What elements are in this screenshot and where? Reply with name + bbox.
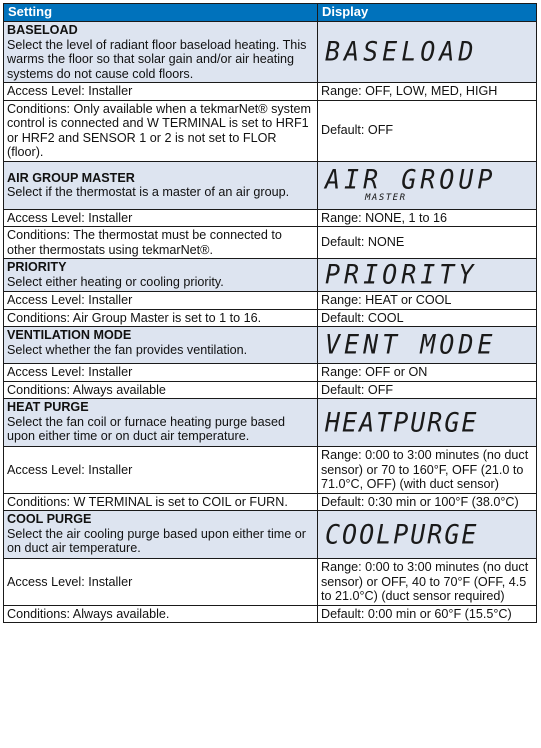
- setting-description: Select the air cooling purge based upon either time or on duct air temperature.: [7, 526, 306, 555]
- access-row: [4, 292, 537, 310]
- access-level: Access Level: Installer: [4, 364, 318, 382]
- setting-name: AIR GROUP MASTER: [7, 170, 135, 185]
- setting-description: Select whether the fan provides ventilation.: [7, 342, 248, 357]
- lcd-display-cell: [318, 259, 537, 292]
- setting-description-cell: [4, 22, 318, 83]
- lcd-display-text: HEATPURGE: [325, 406, 479, 438]
- setting-description: Select either heating or cooling priority.: [7, 274, 224, 289]
- table-header-row: [4, 4, 537, 22]
- lcd-display-text: PRIORITY: [325, 259, 478, 290]
- setting-description-cell: [4, 399, 318, 447]
- access-level: Access Level: Installer: [4, 83, 318, 101]
- range-value: Range: OFF or ON: [318, 364, 537, 382]
- settings-table: [3, 3, 537, 623]
- conditions-row: [4, 100, 537, 161]
- setting-row-cool-purge: [4, 511, 537, 559]
- setting-row-air-group-master: [4, 161, 537, 209]
- lcd-display-text: BASELOAD: [325, 36, 478, 67]
- setting-description-cell: [4, 161, 318, 209]
- lcd-display-text: COOLPURGE: [325, 518, 479, 550]
- setting-description: Select the level of radiant floor baseload heating. This warms the floor so that solar gain and/or air heating systems do not cause cold floors.: [7, 37, 307, 81]
- conditions-row: [4, 381, 537, 399]
- setting-description: Select the fan coil or furnace heating purge based upon either time or on duct air temperature.: [7, 414, 285, 443]
- setting-description-cell: [4, 511, 318, 559]
- lcd-display-cell: [318, 161, 537, 209]
- setting-description-cell: [4, 327, 318, 364]
- setting-row-baseload: [4, 22, 537, 83]
- lcd-display-cell: [318, 399, 537, 447]
- setting-name: COOL PURGE: [7, 512, 92, 526]
- conditions-row: [4, 605, 537, 623]
- setting-row-heat-purge: [4, 399, 537, 447]
- lcd-display-subtext: MASTER: [365, 193, 407, 203]
- access-level: Access Level: Installer: [4, 209, 318, 227]
- default-value: Default: COOL: [318, 309, 537, 327]
- access-row: [4, 83, 537, 101]
- conditions-text: Conditions: Only available when a tekmarNet® system control is connected and W TERMINAL is set to HRF1 or HRF2 and SENSOR 1 or 2 is not set to FLOR (floor).: [4, 100, 318, 161]
- default-value: Default: NONE: [318, 227, 537, 259]
- conditions-text: Conditions: Always available: [4, 381, 318, 399]
- conditions-text: Conditions: Always available.: [4, 605, 318, 623]
- lcd-display-text: VENT MODE: [325, 329, 497, 360]
- display-column-header: Display: [318, 4, 537, 22]
- lcd-display-cell: [318, 22, 537, 83]
- access-row: [4, 209, 537, 227]
- access-row: [4, 447, 537, 494]
- conditions-text: Conditions: W TERMINAL is set to COIL or FURN.: [4, 493, 318, 511]
- setting-name: BASELOAD: [7, 23, 78, 37]
- access-level: Access Level: Installer: [4, 559, 318, 606]
- default-value: Default: OFF: [318, 100, 537, 161]
- setting-name: HEAT PURGE: [7, 400, 89, 414]
- access-level: Access Level: Installer: [4, 447, 318, 494]
- setting-name: VENTILATION MODE: [7, 328, 132, 342]
- lcd-display-cell: [318, 327, 537, 364]
- lcd-display-text: AIR GROUP: [325, 164, 497, 195]
- setting-description: Select if the thermostat is a master of an air group.: [7, 185, 290, 199]
- setting-row-priority: [4, 259, 537, 292]
- access-row: [4, 364, 537, 382]
- default-value: Default: 0:30 min or 100°F (38.0°C): [318, 493, 537, 511]
- conditions-text: Conditions: Air Group Master is set to 1 to 16.: [4, 309, 318, 327]
- conditions-row: [4, 227, 537, 259]
- default-value: Default: 0:00 min or 60°F (15.5°C): [318, 605, 537, 623]
- default-value: Default: OFF: [318, 381, 537, 399]
- conditions-text: Conditions: The thermostat must be connected to other thermostats using tekmarNet®.: [4, 227, 318, 259]
- range-value: Range: NONE, 1 to 16: [318, 209, 537, 227]
- setting-description-cell: [4, 259, 318, 292]
- range-value: Range: 0:00 to 3:00 minutes (no duct sensor) or OFF, 40 to 70°F (OFF, 4.5 to 21.0°C) (duct sensor required): [318, 559, 537, 606]
- lcd-display-cell: [318, 511, 537, 559]
- conditions-row: [4, 309, 537, 327]
- setting-row-ventilation-mode: [4, 327, 537, 364]
- conditions-row: [4, 493, 537, 511]
- range-value: Range: HEAT or COOL: [318, 292, 537, 310]
- range-value: Range: 0:00 to 3:00 minutes (no duct sensor) or 70 to 160°F, OFF (21.0 to 71.0°C, OFF) (with duct sensor): [318, 447, 537, 494]
- access-level: Access Level: Installer: [4, 292, 318, 310]
- setting-column-header: Setting: [4, 4, 318, 22]
- access-row: [4, 559, 537, 606]
- setting-name: PRIORITY: [7, 260, 67, 274]
- range-value: Range: OFF, LOW, MED, HIGH: [318, 83, 537, 101]
